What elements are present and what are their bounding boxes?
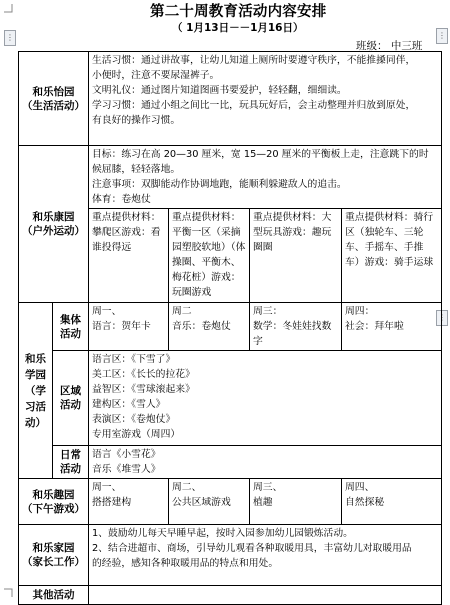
sport-line: 目标：练习在高 20—30 厘米，宽 15—20 厘米的平衡板上走，注意跳下的时 <box>92 149 429 160</box>
life-line: 学习习惯：通过小组之间比一比，玩具玩好后，会主动整理并归放到原处， <box>92 100 416 111</box>
label-game <box>19 479 89 525</box>
label-area-activity <box>53 351 89 446</box>
label-life-sub: （生活活动） <box>22 99 85 112</box>
row-learn-group <box>19 303 442 351</box>
area-content <box>89 351 442 446</box>
group-activity: 语言：贺年卡 <box>92 321 151 332</box>
game-activity: 公共区域游戏 <box>172 497 231 508</box>
row-life <box>19 52 442 146</box>
group-day: 周三： <box>253 306 283 317</box>
sport-goal <box>89 146 442 209</box>
group-activity: 音乐：卷炮仗 <box>172 321 231 332</box>
row-game <box>19 479 442 525</box>
page-title: 第二十周教育活动内容安排 <box>150 4 327 20</box>
game-day: 周四、 <box>345 482 375 493</box>
group-mon <box>89 303 169 351</box>
life-line: 小便时，注意不要尿湿裤子。 <box>92 70 220 81</box>
life-line: 生活习惯：通过讲故事，让幼儿知道上厕所时要遵守秩序，不能推搡同伴， <box>92 55 416 66</box>
label-daily-line2: 活动 <box>60 463 81 475</box>
sport-area-1: 重点提供材料：攀爬区游戏：看谁投得远 <box>89 209 169 303</box>
label-area-line1: 区域 <box>60 385 81 397</box>
label-sport-name: 和乐康园 <box>32 211 75 223</box>
sport-line: 体育：卷炮仗 <box>92 194 151 205</box>
group-activity: 数学：冬娃娃找数字 <box>253 321 332 347</box>
label-game-sub: （下午游戏） <box>22 502 85 515</box>
label-home-name: 和乐家园 <box>32 542 75 554</box>
daily-item: 语言《小雪花》 <box>92 449 161 460</box>
home-content <box>89 525 442 586</box>
area-item: 语言区：《下雪了》 <box>92 354 176 365</box>
row-home <box>19 525 442 586</box>
class-label: 班级： 中三班 <box>356 40 423 52</box>
home-line: 1、鼓励幼儿每天早睡早起，按时入园参加幼儿园锻炼活动。 <box>92 528 353 539</box>
other-content <box>89 586 442 605</box>
label-group-line2: 活动 <box>60 327 81 340</box>
game-day: 周二、 <box>172 482 202 493</box>
game-tue <box>169 479 250 525</box>
label-group-activity <box>53 303 89 351</box>
group-thu <box>342 303 442 351</box>
game-activity: 搭搭建构 <box>92 497 132 508</box>
label-home-sub: （家长工作） <box>22 556 85 568</box>
label-sport-sub: （户外运动） <box>22 225 85 237</box>
label-other: 其他活动 <box>19 586 89 605</box>
area-item: 建构区：《雪人》 <box>92 399 166 410</box>
label-life <box>19 52 89 146</box>
group-day: 周二 <box>172 306 192 317</box>
label-sport <box>19 146 89 303</box>
area-item: 美工区：《长长的拉花》 <box>92 369 195 380</box>
life-line: 文明礼仪：通过图片知道图画书要爱护，轻轻翻，细细读。 <box>92 85 347 96</box>
group-wed <box>250 303 342 351</box>
game-day: 周三、 <box>253 482 283 493</box>
label-home <box>19 525 89 586</box>
group-day: 周四： <box>345 306 375 317</box>
daily-item: 音乐《堆雪人》 <box>92 464 161 475</box>
group-day: 周一、 <box>92 306 122 317</box>
scroll-handle-right-top[interactable]: ⋮ <box>436 28 448 44</box>
group-tue <box>169 303 250 351</box>
daily-content <box>89 446 442 479</box>
game-mon <box>89 479 169 525</box>
scroll-handle-right-mid[interactable]: ⋮ <box>436 310 448 326</box>
row-learn-area <box>19 351 442 446</box>
area-item: 专用室游戏（周四） <box>92 429 181 440</box>
label-daily-line1: 日常 <box>60 449 81 461</box>
game-activity: 自然探秘 <box>345 497 385 508</box>
game-thu <box>342 479 442 525</box>
scroll-handle-left[interactable]: ⋮ <box>4 30 16 46</box>
label-learn: 和乐学园（学习活动） <box>19 303 53 479</box>
date-range: （ 1月13日－－1月16日） <box>172 22 304 34</box>
sport-line: 注意事项：双脚能动作协调地跑，能顺利躲避敌人的追击。 <box>92 179 347 190</box>
row-other <box>19 586 442 605</box>
page-corner-mark-top-left <box>4 4 13 13</box>
home-line: 2、结合进超市、商场，引导幼儿观看各种取暖用具，丰富幼儿对取暖用品 <box>92 543 412 554</box>
sport-line: 候屈膝，轻轻落地。 <box>92 164 181 175</box>
sport-area-3: 重点提供材料：大型玩具游戏：趣玩圈圈 <box>250 209 342 303</box>
label-area-line2: 活动 <box>60 399 81 411</box>
game-wed <box>250 479 342 525</box>
game-day: 周一、 <box>92 482 122 493</box>
sport-area-2: 重点提供材料：平衡一区（采摘园塑胶软地）（体操圈、平衡木、梅花桩）游戏：玩圈游戏 <box>169 209 250 303</box>
game-activity: 植趣 <box>253 497 273 508</box>
label-life-name: 和乐怡园 <box>32 85 75 98</box>
page-corner-mark-bottom-left <box>4 588 13 597</box>
row-learn-daily <box>19 446 442 479</box>
life-line: 有良好的操作习惯。 <box>92 115 181 126</box>
area-item: 益智区：《雪球滚起来》 <box>92 384 195 395</box>
row-sport-goal <box>19 146 442 209</box>
sport-area-4: 重点提供材料：骑行区（独轮车、三轮车、手摇车、手推车）游戏：骑手运球 <box>342 209 442 303</box>
life-content <box>89 52 442 146</box>
group-activity: 社会：拜年啦 <box>345 321 404 332</box>
label-game-name: 和乐趣园 <box>32 488 75 501</box>
schedule-table <box>18 51 442 605</box>
label-group-line1: 集体 <box>60 313 81 326</box>
home-line: 的经验，感知各种取暖用品的特点和用处。 <box>92 558 279 569</box>
area-item: 表演区：《卷炮仗》 <box>92 414 176 425</box>
label-daily-activity <box>53 446 89 479</box>
